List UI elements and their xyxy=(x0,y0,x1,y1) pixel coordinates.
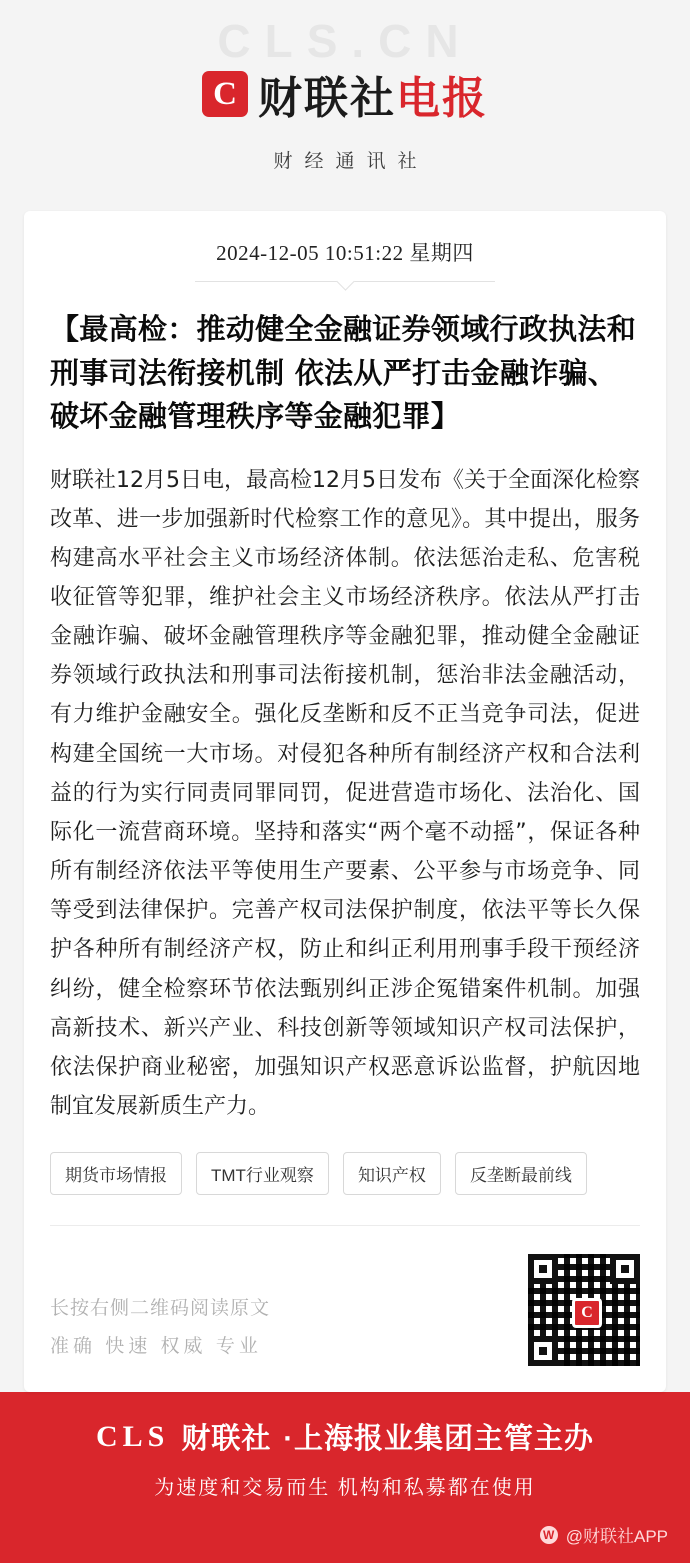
banner-brand-row xyxy=(0,1416,690,1457)
bottom-banner xyxy=(0,1392,690,1563)
divider xyxy=(50,1225,640,1226)
tag-item[interactable]: 期货市场情报 xyxy=(50,1152,182,1195)
brand-subtitle: 财经通讯社 xyxy=(273,151,429,172)
brand-title xyxy=(258,62,488,126)
qr-code-icon[interactable] xyxy=(528,1254,640,1366)
tag-list xyxy=(50,1152,640,1195)
banner-slogan: 为速度和交易而生 机构和私募都在使用 xyxy=(154,1477,536,1500)
article-body: 财联社12月5日电，最高检12月5日发布《关于全面深化检察改革、进一步加强新时代检察工作的意见》。其中提出，服务构建高水平社会主义市场经济体制。依法惩治走私、危害税收征管等犯罪，维护社会主义市场经济秩序。依法从严打击金融诈骗、破坏金融管理秩序等金融犯罪，推动健全金融证券领域行政执法和刑事司法衔接机制，惩治非法金融活动，有力维护金融安全。强化反垄断和反不正当竞争司法，促进构建全国统一大市场。对侵犯各种所有制经济产权和合法利益的行为实行同责同罪同罚，促进营造市场化、法治化、国际化一流营商环境。坚持和落实“两个毫不动摇”，保证各种所有制经济依法平等使用生产要素、公平参与市场竞争、同等受到法律保护。完善产权司法保护制度，依法平等长久保护各种所有制经济产权，防止和纠正利用刑事手段干预经济纠纷，健全检察环节依法甄别纠正涉企冤错案件机制。加强高新技术、新兴产业、科技创新等领域知识产权司法保护，依法保护商业秘密，加强知识产权恶意诉讼监督，护航因地制宜发展新质生产力。 xyxy=(50,467,640,1119)
brand-title-accent: 电报 xyxy=(396,73,488,124)
timestamp-wrap xyxy=(50,211,640,282)
cls-logo-icon: C xyxy=(202,71,248,117)
qr-finder-top-left xyxy=(528,1254,558,1284)
qr-hint xyxy=(50,1290,270,1366)
tag-item[interactable]: 知识产权 xyxy=(343,1152,441,1195)
tag-item[interactable]: TMT行业观察 xyxy=(196,1152,329,1195)
banner-sponsor-text: ·上海报业集团主管主办 xyxy=(283,1423,595,1456)
watermark-text: CLS.CN xyxy=(217,15,473,67)
qr-finder-bottom-left xyxy=(528,1336,558,1366)
qr-hint-line-2: 准确 快速 权威 专业 xyxy=(50,1336,262,1358)
brand-row xyxy=(0,62,690,126)
qr-center-logo-icon: C xyxy=(572,1298,602,1328)
brand-title-main: 财联社 xyxy=(258,73,396,124)
card-footer xyxy=(50,1254,640,1366)
banner-cls-text: CLS xyxy=(95,1419,170,1453)
banner-weibo[interactable] xyxy=(0,1522,690,1547)
article-card xyxy=(24,211,666,1392)
article-headline: 【最高检：推动健全金融证券领域行政执法和刑事司法衔接机制 依法从严打击金融诈骗、破坏金融管理秩序等金融犯罪】 xyxy=(50,312,637,433)
tag-item[interactable]: 反垄断最前线 xyxy=(455,1152,587,1195)
qr-hint-line-1: 长按右侧二维码阅读原文 xyxy=(50,1298,271,1320)
masthead xyxy=(0,0,690,173)
qr-finder-top-right xyxy=(610,1254,640,1284)
weibo-handle: @财联社APP xyxy=(565,1527,668,1547)
article-timestamp: 2024-12-05 10:51:22 星期四 xyxy=(195,237,495,282)
weibo-icon: W xyxy=(540,1526,558,1544)
banner-brand-text: 财联社 xyxy=(181,1423,272,1456)
